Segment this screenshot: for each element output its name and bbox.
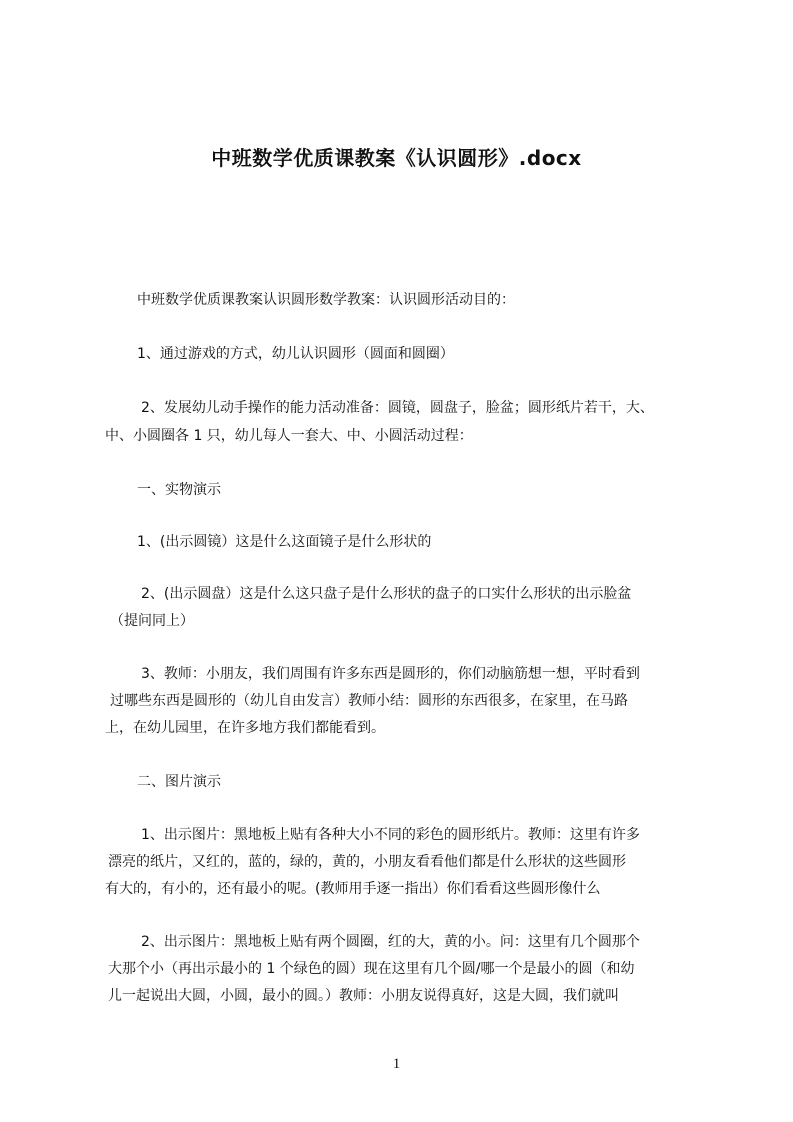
paragraph-line: 大那个小（再出示最小的 1 个绿色的圆）现在这里有几个圆/哪一个是最小的圆（和幼: [108, 961, 635, 977]
paragraph-line: （提问同上）: [110, 613, 194, 629]
paragraph-line: 中、小圆圈各 1 只，幼儿每人一套大、中、小圆活动过程：: [105, 428, 473, 444]
paragraph-line: 3、教师：小朋友，我们周围有许多东西是圆形的，你们动脑筋想一想，平时看到: [141, 666, 640, 682]
paragraph-line: 1、(出示圆镜）这是什么这面镜子是什么形状的: [137, 534, 432, 550]
paragraph-line: 中班数学优质课教案认识圆形数学教案：认识圆形活动目的：: [137, 292, 515, 308]
paragraph-line: 有大的，有小的，还有最小的呢。(教师用手逐一指出）你们看看这些圆形像什么: [105, 881, 601, 897]
page-number: 1: [392, 1056, 401, 1072]
section-heading: 二、图片演示: [137, 774, 221, 790]
section-heading: 一、实物演示: [137, 482, 221, 498]
paragraph-line: 1、通过游戏的方式，幼儿认识圆形（圆面和圆圈）: [137, 346, 454, 362]
paragraph-line: 2、出示图片：黑地板上贴有两个圆圈，红的大，黄的小。问：这里有几个圆那个: [141, 934, 640, 950]
paragraph-line: 2、(出示圆盘）这是什么这只盘子是什么形状的盘子的口实什么形状的出示脸盆: [141, 586, 632, 602]
paragraph-line: 1、出示图片：黑地板上贴有各种大小不同的彩色的圆形纸片。教师：这里有许多: [141, 827, 640, 843]
document-title: 中班数学优质课教案《认识圆形》.docx: [211, 146, 582, 170]
paragraph-line: 2、发展幼儿动手操作的能力活动准备：圆镜，圆盘子，脸盆；圆形纸片若干，大、: [141, 400, 654, 416]
paragraph-line: 上，在幼儿园里，在许多地方我们都能看到。: [105, 720, 385, 736]
paragraph-line: 过哪些东西是圆形的（幼儿自由发言）教师小结：圆形的东西很多，在家里，在马路: [110, 693, 628, 709]
paragraph-line: 儿一起说出大圆，小圆，最小的圆。）教师：小朋友说得真好，这是大圆，我们就叫: [108, 988, 619, 1004]
paragraph-line: 漂亮的纸片，又红的，蓝的，绿的，黄的，小朋友看看他们都是什么形状的这些圆形: [108, 854, 626, 870]
